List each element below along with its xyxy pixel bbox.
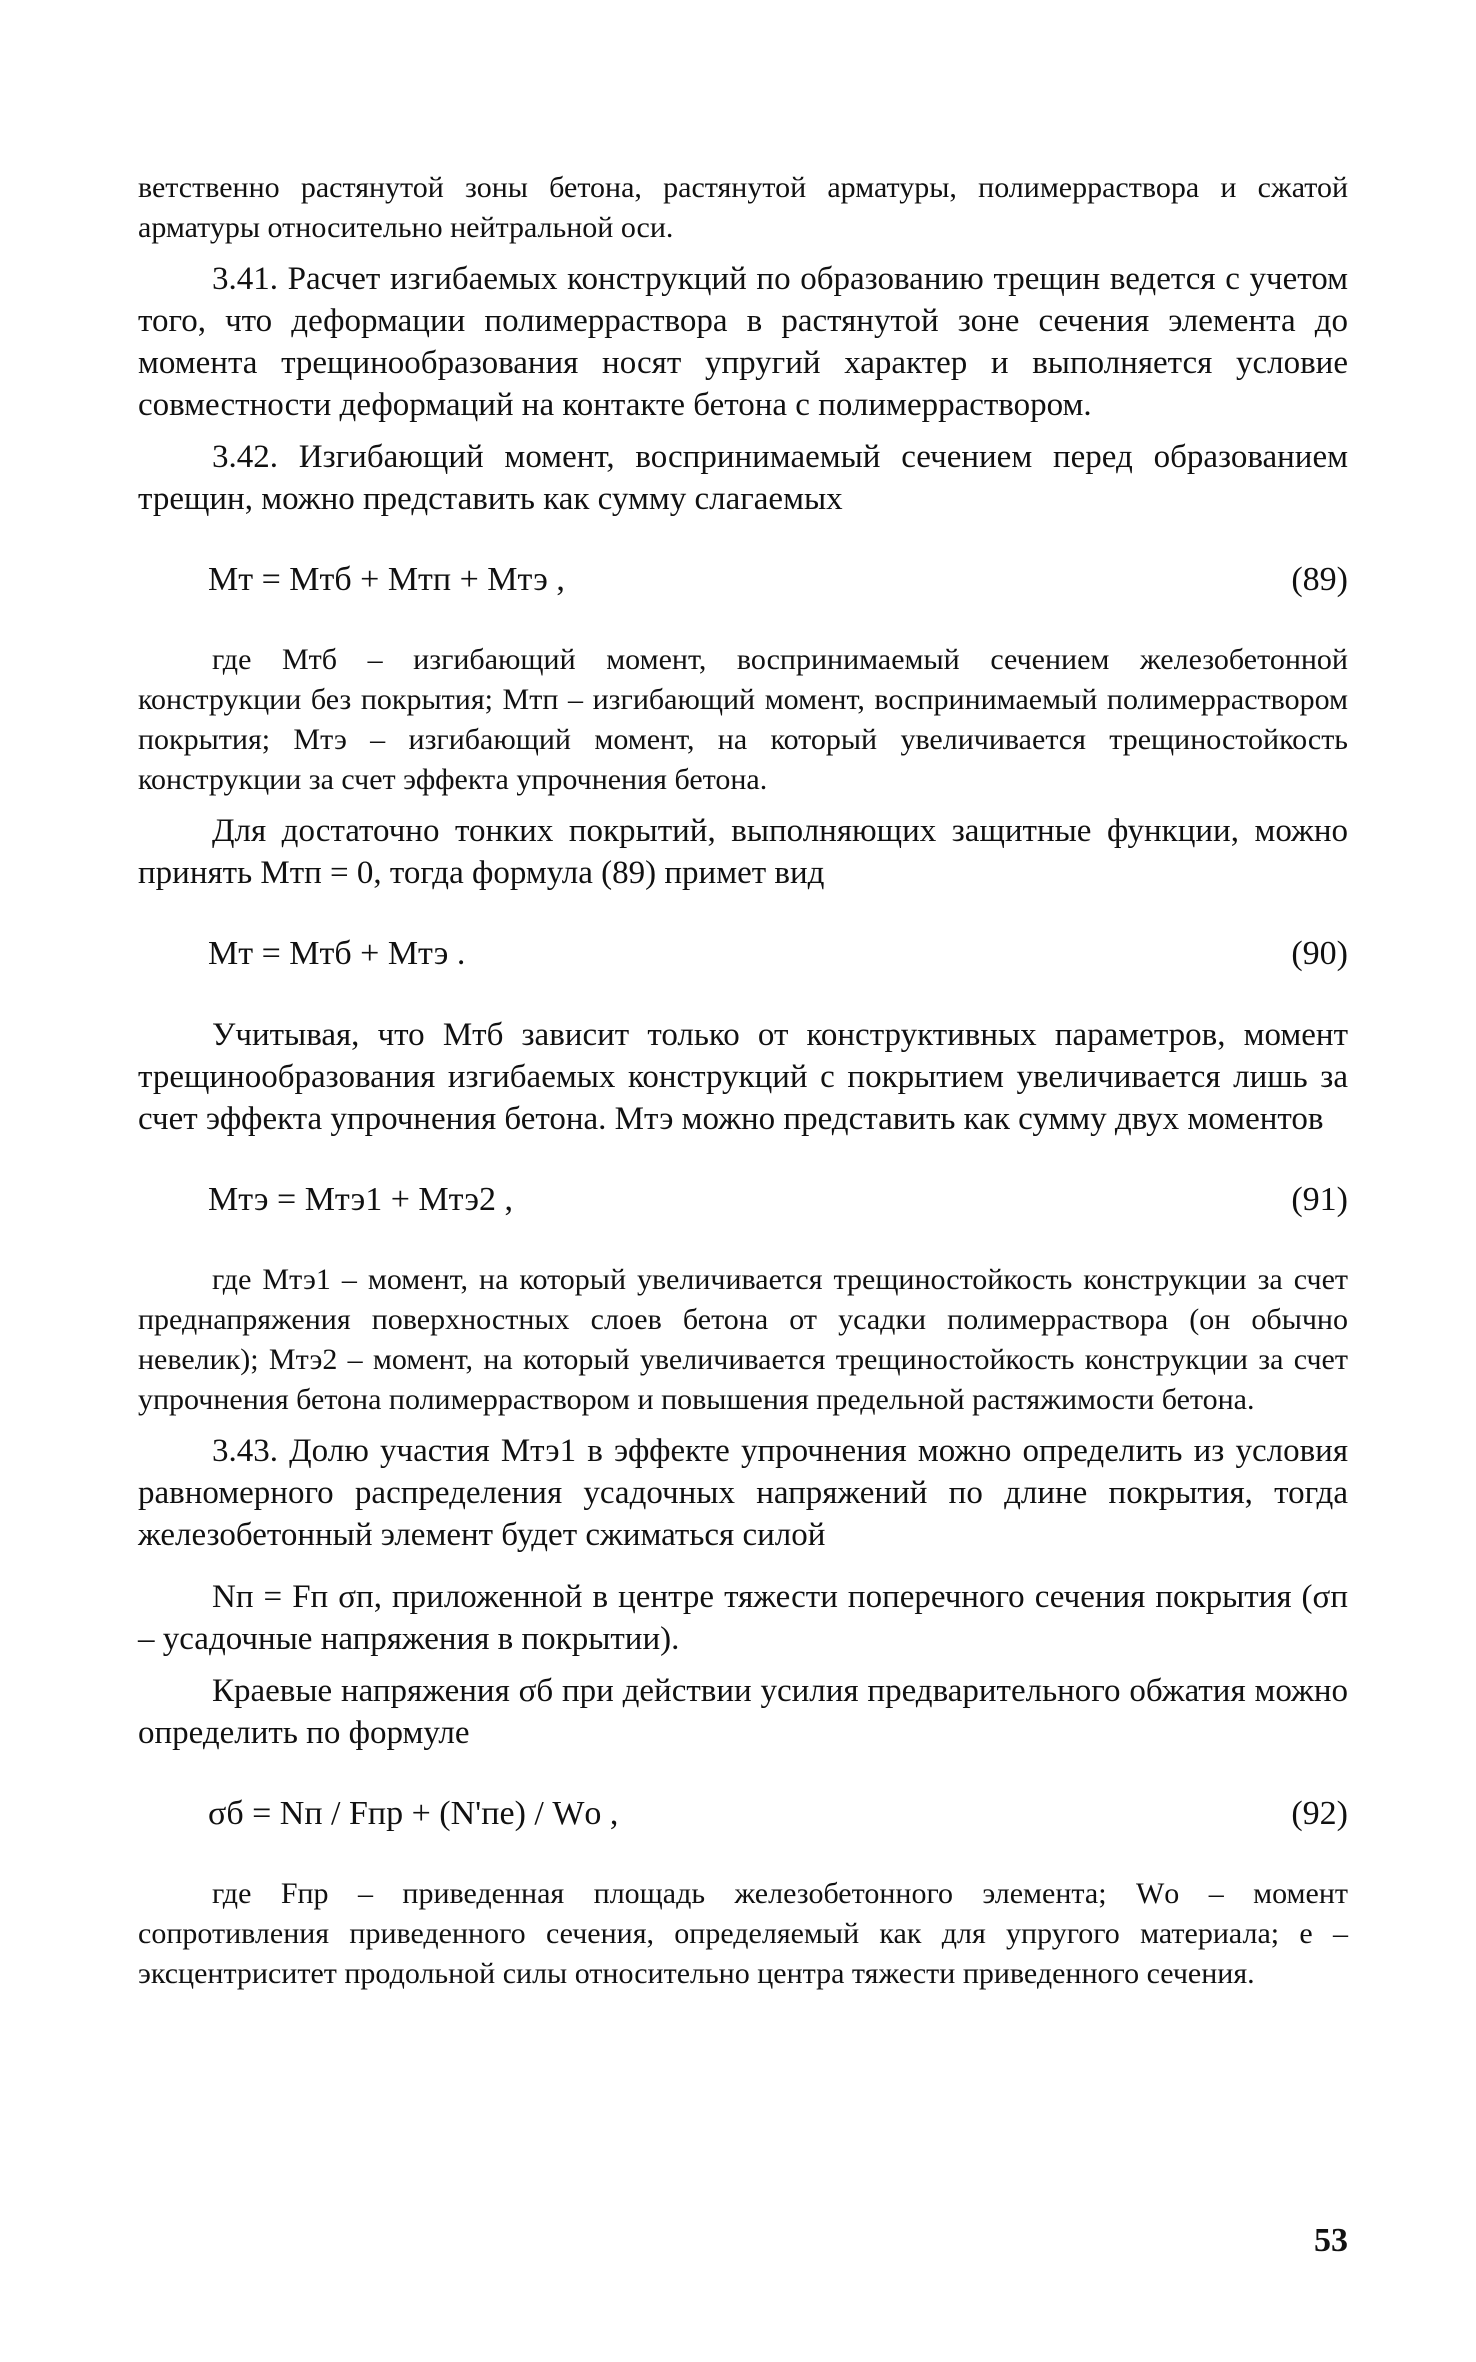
equation-91-formula: Mтэ = Mтэ1 + Mтэ2 ,	[208, 1181, 513, 1218]
equation-92-number: (92)	[1291, 1795, 1348, 1832]
paragraph-thin-coatings: Для достаточно тонких покрытий, выполняющих защитные функции, можно принять Mтп = 0, тогда формула (89) примет вид	[138, 813, 1348, 891]
equation-91	[138, 1170, 1348, 1230]
paragraph-where-92: где Fпр – приведенная площадь железобетонного элемента; Wо – момент сопротивления приведенного сечения, определяемый как для упругого материала; е – эксцентриситет продольной силы относительно центра тяжести приведенного сечения.	[138, 1877, 1348, 1990]
page-number: 53	[1314, 2222, 1348, 2259]
equation-90-number: (90)	[1291, 935, 1348, 972]
equation-89-formula: Mт = Mтб + Mтп + Mтэ ,	[208, 561, 565, 598]
equation-91-number: (91)	[1291, 1181, 1348, 1218]
equation-89-number: (89)	[1291, 561, 1348, 598]
paragraph-3-43: 3.43. Долю участия Mтэ1 в эффекте упрочнения можно определить из условия равномерного распределения усадочных напряжений по длине покрытия, тогда железобетонный элемент будет сжиматься силой	[138, 1433, 1348, 1553]
paragraph-edge-stresses: Краевые напряжения σб при действии усилия предварительного обжатия можно определить по формуле	[138, 1673, 1348, 1751]
paragraph-3-42: 3.42. Изгибающий момент, воспринимаемый сечением перед образованием трещин, можно представить как сумму слагаемых	[138, 439, 1348, 517]
paragraph-where-89: где Mтб – изгибающий момент, воспринимаемый сечением железобетонной конструкции без покрытия; Mтп – изгибающий момент, воспринимаемый полимерраствором покрытия; Mтэ – изгибающий момент, на который увеличивается трещиностойкость конструкции за счет эффекта упрочнения бетона.	[138, 643, 1348, 796]
equation-90	[138, 924, 1348, 984]
equation-90-formula: Mт = Mтб + Mтэ .	[208, 935, 466, 972]
paragraph-3-41: 3.41. Расчет изгибаемых конструкций по образованию трещин ведется с учетом того, что деформации полимерраствора в растянутой зоне сечения элемента до момента трещинообразования носят упругий характер и выполняется условие совместности деформаций на контакте бетона с полимерраствором.	[138, 261, 1348, 423]
paragraph-considering: Учитывая, что Mтб зависит только от конструктивных параметров, момент трещинообразования изгибаемых конструкций с покрытием увеличивается лишь за счет эффекта упрочнения бетона. Mтэ можно представить как сумму двух моментов	[138, 1017, 1348, 1137]
equation-89	[138, 550, 1348, 610]
page-body	[138, 168, 1348, 1994]
equation-92-formula: σб = Nп / Fпр + (N'пe) / Wо ,	[208, 1795, 619, 1832]
paragraph-where-91: где Mтэ1 – момент, на который увеличивается трещиностойкость конструкции за счет преднапряжения поверхностных слоев бетона от усадки полимерраствора (он обычно невелик); Mтэ2 – момент, на который увеличивается трещиностойкость конструкции за счет упрочнения бетона полимерраствором и повышения предельной растяжимости бетона.	[138, 1263, 1348, 1416]
paragraph-continuation: ветственно растянутой зоны бетона, растянутой арматуры, полимерраствора и сжатой арматуры относительно нейтральной оси.	[138, 171, 1348, 244]
paragraph-compression-force: Nп = Fп σп, приложенной в центре тяжести поперечного сечения покрытия (σп – усадочные напряжения в покрытии).	[138, 1579, 1348, 1657]
equation-92	[138, 1784, 1348, 1844]
